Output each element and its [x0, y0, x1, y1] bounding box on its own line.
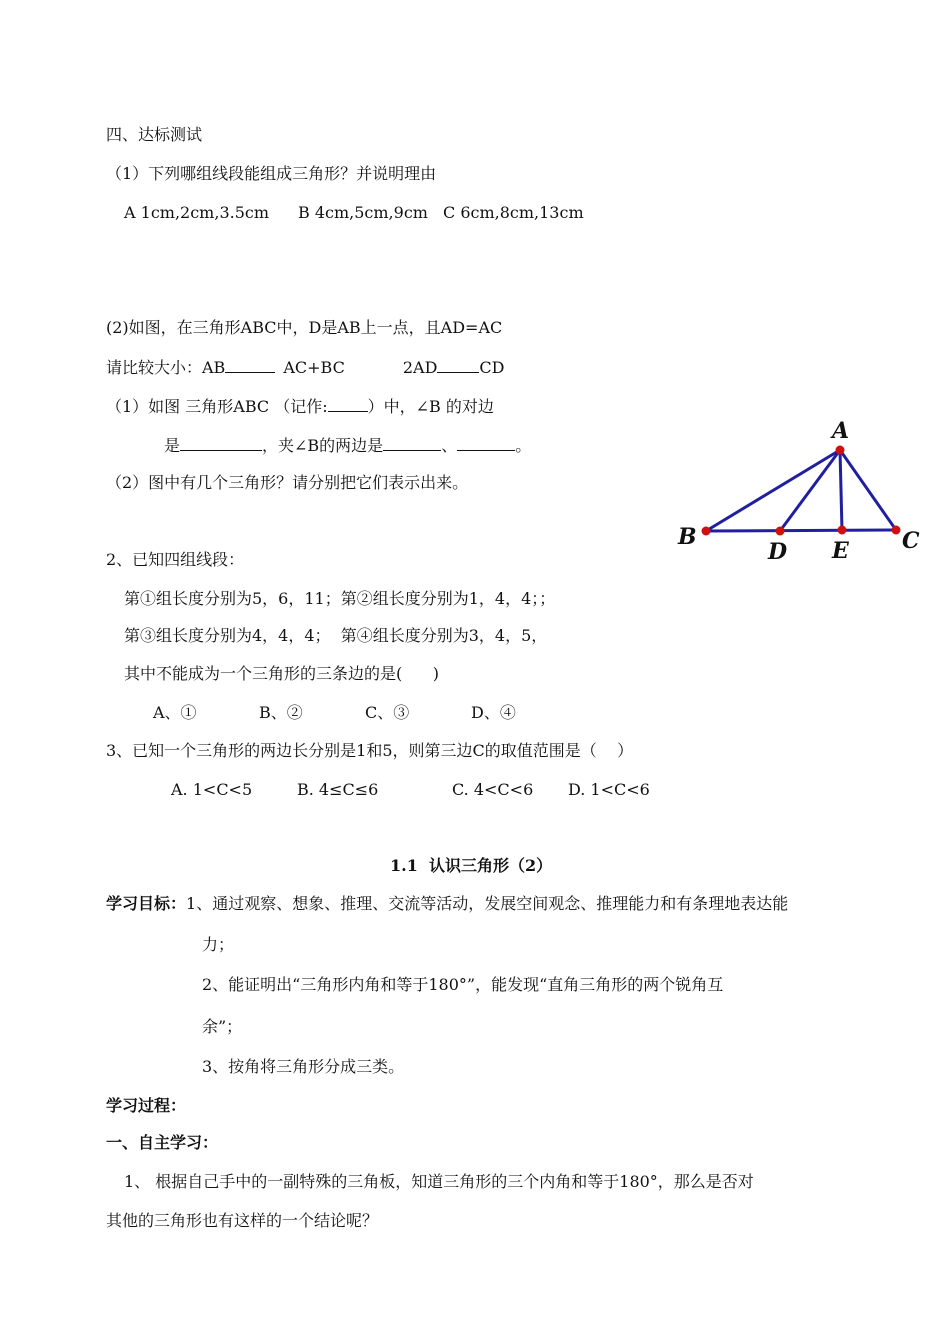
goal-1-line2: 力；: [202, 935, 235, 954]
option-a: A. 1<C<5: [171, 780, 253, 799]
triangle-figure: [660, 410, 930, 570]
point-b: [702, 527, 711, 536]
section-title: 四、达标测试: [106, 125, 203, 144]
goal-2-line2: 余”；: [202, 1017, 243, 1036]
answer-blank: [437, 356, 479, 373]
item-1-line1: 1、 根据自己手中的一副特殊的三角板，知道三角形的三个内角和等于180°，那么是否对: [124, 1172, 754, 1191]
compare-term: 2AD: [402, 358, 438, 377]
figure-question-line2: [164, 434, 531, 457]
range-question: 3、已知一个三角形的两边长分别是1和5，则第三边C的取值范围是（ ）: [106, 741, 634, 760]
compare-term: AC+BC: [283, 358, 345, 377]
option-c: C 6cm,8cm,13cm: [443, 203, 584, 222]
figure-question-line3: （2）图中有几个三角形？请分别把它们表示出来。: [106, 473, 469, 492]
figure-lines: [706, 450, 896, 531]
answer-blank: [180, 434, 262, 451]
segment-ae: [840, 450, 842, 530]
label-e: E: [832, 538, 849, 564]
label-b: B: [678, 524, 697, 550]
self-study-heading: 一、自主学习：: [106, 1133, 219, 1152]
option-b: B. 4≤C≤6: [297, 780, 379, 799]
process-label: 学习过程：: [106, 1096, 187, 1115]
item-1-line2: 其他的三角形也有这样的一个结论呢？: [106, 1211, 379, 1230]
text-run: ）中，∠B 的对边: [367, 397, 494, 416]
answer-blank: [328, 395, 368, 412]
label-c: C: [902, 528, 920, 554]
segments-line2: 第③组长度分别为4，4，4； 第④组长度分别为3，4，5，: [124, 626, 548, 645]
option-d: D、④: [471, 703, 516, 722]
point-c: [892, 526, 901, 535]
option-b: B 4cm,5cm,9cm: [298, 203, 428, 222]
option-b: B、②: [259, 703, 303, 722]
label-a: A: [832, 418, 850, 444]
text-run: （1）如图 三角形ABC （记作:: [106, 397, 328, 416]
lesson-heading: 1.1 认识三角形（2）: [390, 856, 553, 875]
question-2-line2: [106, 356, 504, 379]
segment-bc: [706, 530, 896, 531]
option-c: C. 4<C<6: [452, 780, 534, 799]
point-e: [838, 526, 847, 535]
point-a: [836, 446, 845, 455]
text-run: ，夹∠B的两边是: [262, 436, 384, 455]
answer-blank: [457, 434, 515, 451]
answer-blank: [225, 356, 275, 373]
segments-line1: 第①组长度分别为5，6，11；第②组长度分别为1，4，4；；: [124, 589, 556, 608]
option-a: A 1cm,2cm,3.5cm: [124, 203, 270, 222]
figure-question-line1: [106, 395, 494, 418]
answer-blank: [383, 434, 441, 451]
goal-3: 3、按角将三角形分成三类。: [202, 1057, 405, 1076]
goals-label: 学习目标：: [106, 894, 187, 913]
option-a: A、①: [153, 703, 197, 722]
segment-ac: [840, 450, 896, 530]
segments-title: 2、已知四组线段：: [106, 550, 245, 569]
text-run: 是: [164, 436, 181, 455]
label-d: D: [768, 539, 788, 565]
option-c: C、③: [365, 703, 410, 722]
goal-text: 1、通过观察、想象、推理、交流等活动，发展空间观念、推理能力和有条理地表达能: [186, 894, 789, 913]
segment-ad: [780, 450, 840, 531]
point-d: [776, 527, 785, 536]
compare-label: 请比较大小：AB: [106, 358, 226, 377]
goal-2-line1: 2、能证明出“三角形内角和等于180°”，能发现“直角三角形的两个锐角互: [202, 975, 724, 994]
text-run: 。: [515, 436, 532, 455]
text-run: 、: [441, 436, 458, 455]
question-1-text: （1）下列哪组线段能组成三角形？并说明理由: [106, 164, 437, 183]
segments-line3: 其中不能成为一个三角形的三条边的是( ): [124, 664, 440, 683]
segment-ab: [706, 450, 840, 531]
question-2-line1: (2)如图，在三角形ABC中，D是AB上一点，且AD=AC: [106, 318, 503, 337]
goal-1-line1: [106, 893, 788, 915]
compare-term: CD: [479, 358, 505, 377]
option-d: D. 1<C<6: [568, 780, 650, 799]
